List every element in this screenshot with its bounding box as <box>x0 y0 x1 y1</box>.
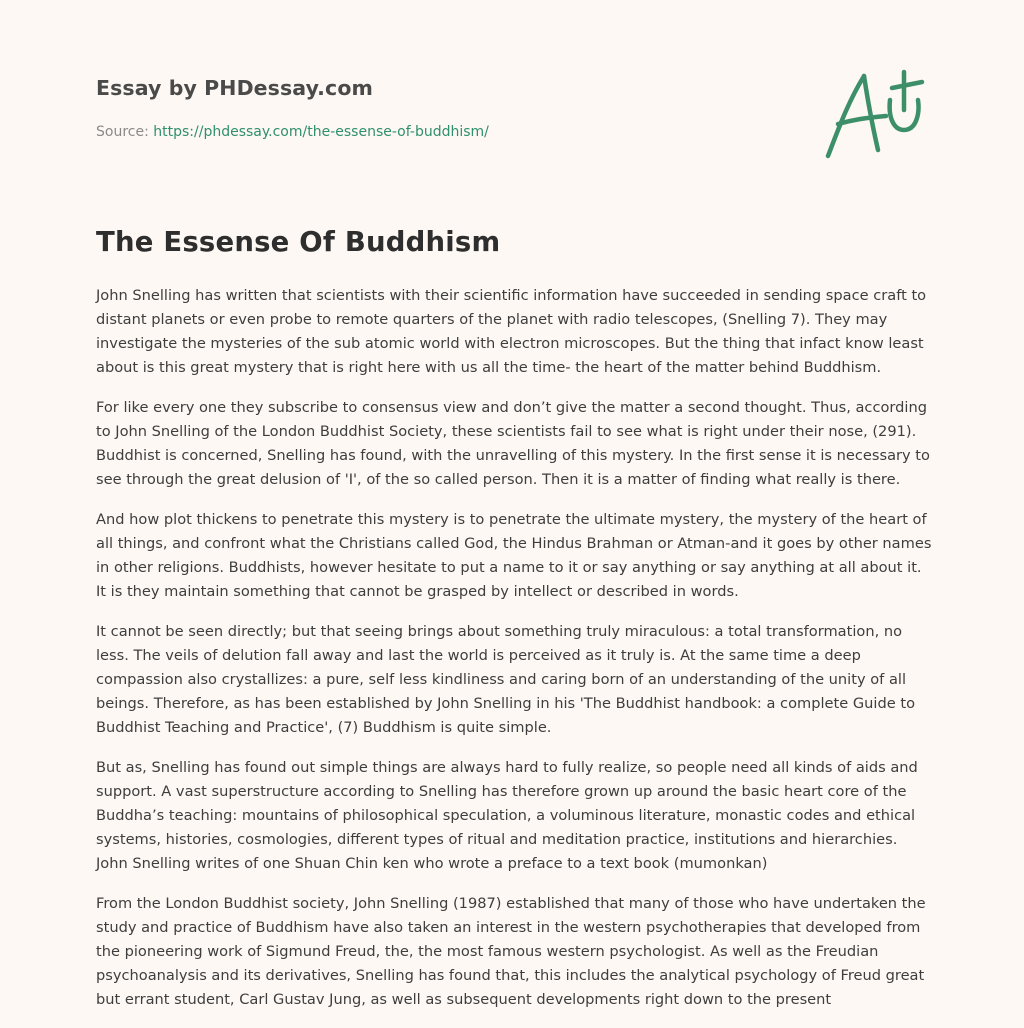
essay-paragraph: From the London Buddhist society, John Snelling (1987) established that many of those who have undertaken the study and practice of Buddhism have also taken an interest in the western psychotherapies that developed from the pioneering work of Sigmund Freud, the, the most famous western psychologist. As well as the Freudian psychoanalysis and its derivatives, Snelling has found that, this includes the analytical psychology of Freud great but errant student, Carl Gustav Jung, as well as subsequent developments right down to the present <box>96 895 926 1008</box>
essay-paragraph: It cannot be seen directly; but that seeing brings about something truly miraculous: a total transformation, no less. The veils of delution fall away and last the world is perceived as it truly is. At the same time a deep compassion also crystallizes: a pure, self less kindliness and caring born of an understanding of the unity of all beings. Therefore, as has been established by John Snelling in his 'The Buddhist handbook: a complete Guide to Buddhist Teaching and Practice', (7) Buddhism is quite simple. <box>96 623 915 736</box>
essay-title: The Essense Of Buddhism <box>96 226 501 258</box>
essay-paragraph: John Snelling has written that scientists with their scientific information have succeeded in sending space craft to distant planets or even probe to remote quarters of the planet with radio telescopes, (Snelling 7). They may investigate the mysteries of the sub atomic world with electron microscopes. But the thing that infact know least about is this great mystery that is right here with us all the time- the heart of the matter behind Buddhism. <box>96 287 927 376</box>
essay-paragraph: For like every one they subscribe to consensus view and don’t give the matter a second thought. Thus, according to John Snelling of the London Buddhist Society, these scientists fail to see what is right under their nose, (291). Buddhist is concerned, Snelling has found, with the unravelling of this mystery. In the first sense it is necessary to see through the great delusion of 'I', of the so called person. Then it is a matter of finding what really is there. <box>96 399 930 488</box>
source-link[interactable]: https://phdessay.com/the-essense-of-buddhism/ <box>153 124 489 140</box>
source-line <box>96 124 489 140</box>
essay-paragraph: And how plot thickens to penetrate this mystery is to penetrate the ultimate mystery, the mystery of the heart of all things, and confront what the Christians called God, the Hindus Brahman or Atman-and it goes by other names in other religions. Buddhists, however hesitate to put a name to it or say anything or say anything at all about it. It is they maintain something that cannot be grasped by intellect or described in words. <box>96 511 932 600</box>
a-plus-logo-icon <box>824 66 928 166</box>
page-header <box>96 0 928 200</box>
essay-body <box>96 284 932 1028</box>
source-label: Source: <box>96 124 154 140</box>
essay-paragraph: But as, Snelling has found out simple things are always hard to fully realize, so people need all kinds of aids and support. A vast superstructure according to Snelling has therefore grown up around the basic heart core of the Buddha’s teaching: mountains of philosophical speculation, a voluminous literature, monastic codes and ethical systems, histories, cosmologies, different types of ritual and meditation practice, institutions and hierarchies. John Snelling writes of one Shuan Chin ken who wrote a preface to a text book (mumonkan) <box>96 759 918 872</box>
site-brand: Essay by PHDessay.com <box>96 76 373 100</box>
